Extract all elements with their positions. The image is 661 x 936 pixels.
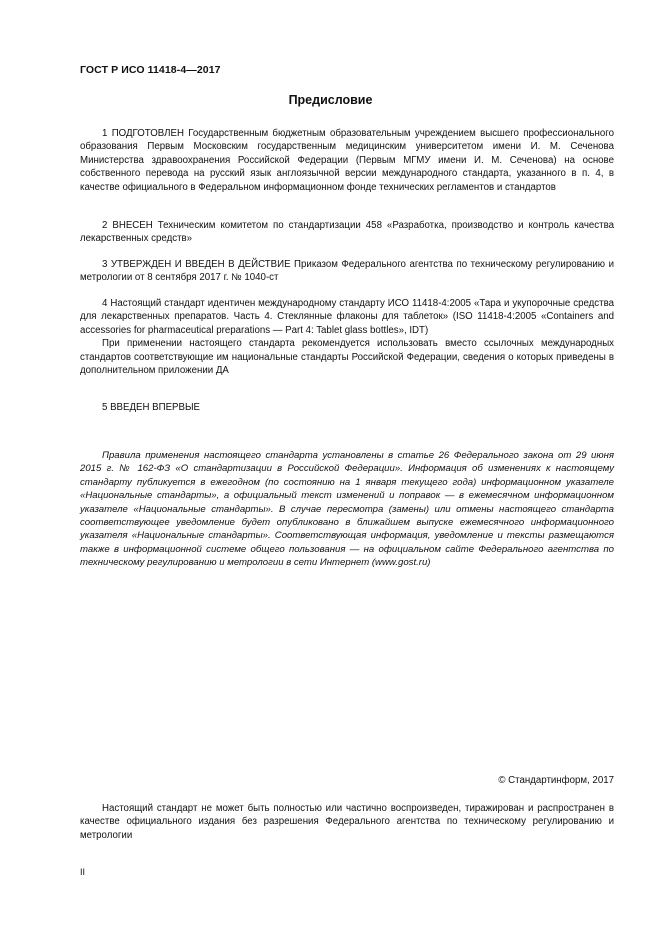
section-2-introduced-by (80, 219, 614, 246)
section-3-approved (80, 258, 614, 285)
section-5-first-introduced (80, 401, 614, 414)
section-1-prepared-by (80, 127, 614, 194)
page-title: Предисловие (288, 93, 373, 107)
rules-notice: Правила применения настоящего стандарта установлены в статье 26 Федерального закона от 29 июня 2015 г. № 162-ФЗ «О стандартизации в Российской Федерации». Информация об изменениях к настоящему стандарту публикуется в ежегодном (по состоянию на 1 января текущего года) информационном указателе «Национальные стандарты», а официальный текст изменений и поправок — в ежемесячном информационном указателе «Национальные стандарты». В случае пересмотра (замены) или отмены настоящего стандарта соответствующее уведомление будет опубликовано в ближайшем выпуске ежемесячного информационного указателя «Национальные стандарты». Соответствующая информация, уведомление и тексты размещаются также в информационной системе общего пользования — на официальном сайте Федерального агентства по техническому регулированию и метрологии в сети Интернет (www.gost.ru) (80, 450, 614, 569)
section-4-note: При применении настоящего стандарта рекомендуется использовать вместо ссылочных международных стандартов соответствующие им национальные стандарты Российской Федерации, сведения о которых приведены в дополнительном приложении ДА (80, 338, 614, 377)
reproduction-notice: Настоящий стандарт не может быть полностью или частично воспроизведен, тиражирован и распространен в качестве официального издания без разрешения Федерального агентства по техническому регулированию и метрологии (80, 803, 614, 841)
section-1-text: 1 ПОДГОТОВЛЕН Государственным бюджетным образовательным учреждением высшего профессионального образования Первым Московским государственным медицинским университетом имени И. М. Сеченова Министерства здравоохранения Российской Федерации (Первым МГМУ имени И. М. Сеченова) на основе собственного перевода на русский язык англоязычной версии международного стандарта, указанного в п. 4, в качестве официального в Федеральном информационном фонде технических регламентов и стандартов (80, 128, 614, 193)
copyright-line: © Стандартинформ, 2017 (498, 775, 614, 786)
page-number: II (80, 867, 86, 877)
standard-id-header: ГОСТ Р ИСО 11418-4—2017 (80, 64, 221, 76)
section-5-text: 5 ВВЕДЕН ВПЕРВЫЕ (102, 402, 201, 413)
section-2-text: 2 ВНЕСЕН Техническим комитетом по стандартизации 458 «Разработка, производство и контроль качества лекарственных средств» (80, 220, 614, 245)
section-4-identical-standard (80, 297, 614, 377)
section-3-text: 3 УТВЕРЖДЕН И ВВЕДЕН В ДЕЙСТВИЕ Приказом Федерального агентства по техническому регулированию и метрологии от 8 сентября 2017 г. № 1040-ст (80, 259, 614, 284)
section-4-text: 4 Настоящий стандарт идентичен международному стандарту ИСО 11418-4:2005 «Тара и укупорочные средства для лекарственных препаратов. Часть 4. Стеклянные флаконы для таблеток» (ISO 11418-4:2005 «Containers and accessories for pharmaceutical preparations — Part 4: Tablet glass bottles», IDT) (80, 298, 614, 336)
